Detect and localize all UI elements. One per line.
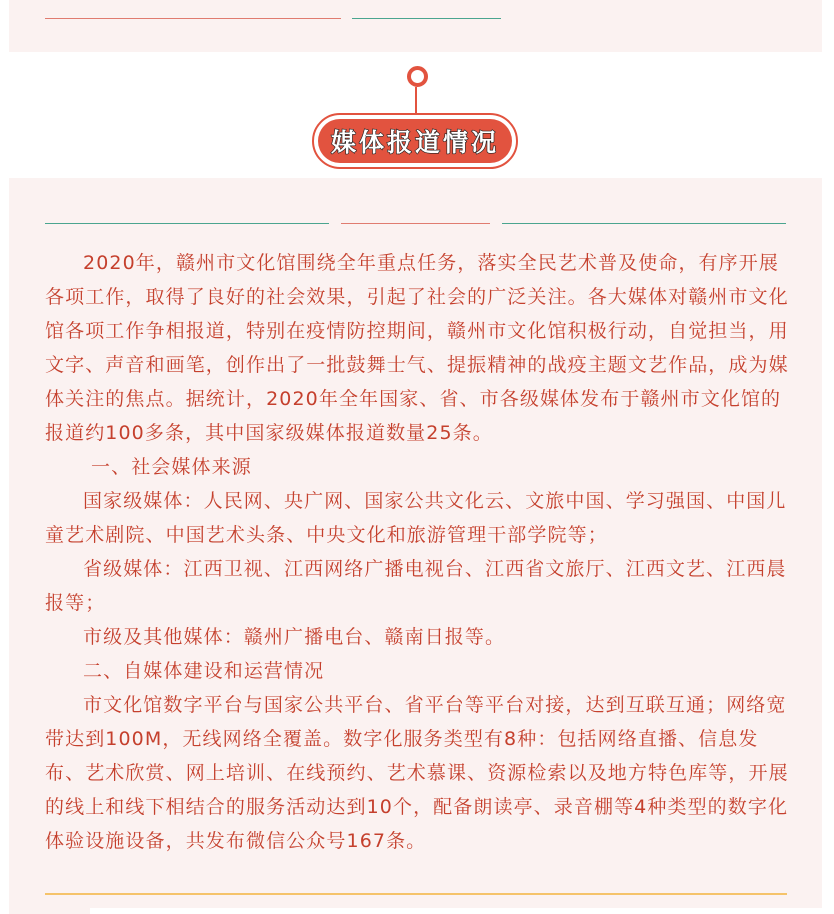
divider-teal-left (45, 223, 329, 224)
article-body (45, 246, 791, 858)
provincial-media-paragraph: 省级媒体：江西卫视、江西网络广播电视台、江西省文旅厅、江西文艺、江西晨报等； (45, 558, 787, 614)
divider-red-top (45, 18, 341, 19)
badge-stem (415, 87, 417, 115)
heading-self-media: 二、自媒体建设和运营情况 (83, 660, 325, 682)
intro-paragraph: 2020年，赣州市文化馆围绕全年重点任务，落实全民艺术普及使命，有序开展各项工作，取得了良好的社会效果，引起了社会的广泛关注。各大媒体对赣州市文化馆各项工作争相报道，特别在疫情防控期间，赣州市文化馆积极行动，自觉担当，用文字、声音和画笔，创作出了一批鼓舞士气、提振精神的战疫主题文艺作品，成为媒体关注的焦点。据统计，2020年全年国家、省、市各级媒体发布于赣州市文化馆的报道约100多条，其中国家级媒体报道数量25条。 (45, 252, 789, 444)
self-media-paragraph: 市文化馆数字平台与国家公共平台、省平台等平台对接，达到互联互通；网络宽带达到100M，无线网络全覆盖。数字化服务类型有8种：包括网络直播、信息发布、艺术欣赏、网上培训、在线预约、艺术慕课、资源检索以及地方特色库等，开展的线上和线下相结合的服务活动达到10个，配备朗读亭、录音棚等4种类型的数字化体验设施设备，共发布微信公众号167条。 (45, 694, 789, 852)
section-badge (318, 119, 512, 163)
divider-teal-right (502, 223, 786, 224)
heading-social-media: 一、社会媒体来源 (91, 456, 252, 478)
footer-box (90, 908, 822, 914)
top-panel (9, 0, 822, 52)
divider-teal-top (352, 18, 501, 19)
divider-gold-bottom (45, 893, 787, 895)
divider-red-mid (341, 223, 490, 224)
section-title: 媒体报道情况 (330, 128, 499, 157)
badge-ring-icon (407, 66, 428, 87)
national-media-paragraph: 国家级媒体：人民网、央广网、国家公共文化云、文旅中国、学习强国、中国儿童艺术剧院、中国艺术头条、中央文化和旅游管理干部学院等； (45, 490, 787, 546)
city-media-paragraph: 市级及其他媒体：赣州广播电台、赣南日报等。 (83, 626, 506, 648)
